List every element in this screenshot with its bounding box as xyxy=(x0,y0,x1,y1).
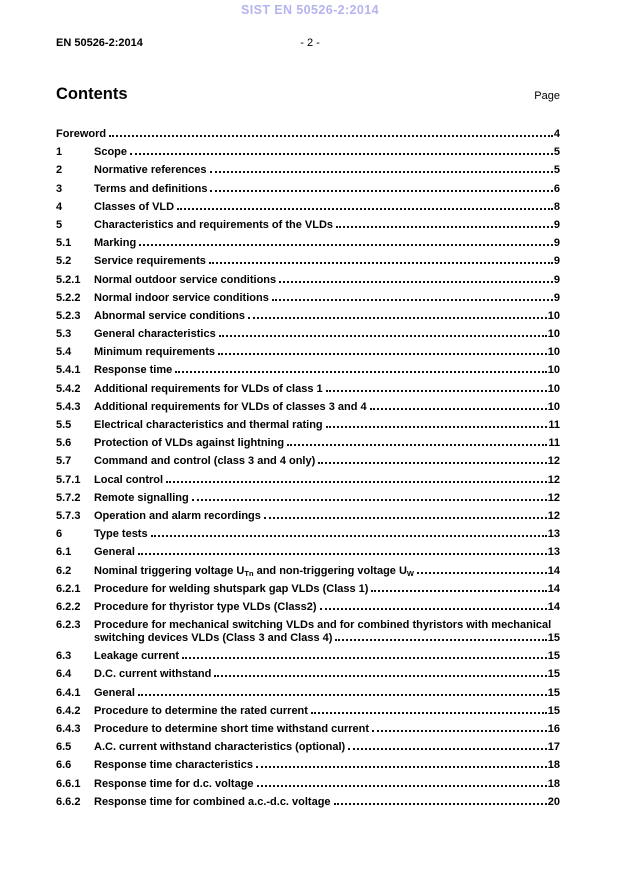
dot-leader xyxy=(320,608,547,610)
toc-entry-page: 17 xyxy=(547,741,560,754)
page-number-header: - 2 - xyxy=(300,37,320,49)
dot-leader xyxy=(214,675,546,677)
toc-entry-number: 6 xyxy=(56,528,63,541)
toc-entry-number: 5.6 xyxy=(56,437,72,450)
dot-leader xyxy=(138,553,547,555)
toc-entry-title: Terms and definitions xyxy=(94,182,208,195)
dot-leader xyxy=(371,590,546,592)
dot-leader xyxy=(287,444,547,446)
toc-entry-page: 9 xyxy=(553,237,560,250)
toc-entry xyxy=(56,328,560,341)
table-of-contents xyxy=(56,128,560,814)
toc-entry-page: 10 xyxy=(547,364,560,377)
toc-entry-page: 15 xyxy=(547,668,560,681)
toc-entry-page: 15 xyxy=(547,704,560,717)
dot-leader xyxy=(219,335,547,337)
dot-leader xyxy=(334,803,547,805)
contents-heading: Contents xyxy=(56,85,128,103)
toc-entry xyxy=(56,383,560,396)
toc-entry xyxy=(56,619,560,645)
toc-entry-number: 3 xyxy=(56,182,63,195)
toc-entry-page: 10 xyxy=(547,346,560,359)
toc-entry-page: 9 xyxy=(553,218,560,231)
toc-entry xyxy=(56,201,560,214)
toc-entry-number: 6.2 xyxy=(56,564,72,577)
toc-entry-title: A.C. current withstand characteristics (optional) xyxy=(94,741,346,754)
toc-entry-number: 2 xyxy=(56,164,63,177)
toc-entry-number: 6.6.1 xyxy=(56,777,81,790)
toc-entry xyxy=(56,741,560,754)
toc-entry-number: 6.6.2 xyxy=(56,795,81,808)
dot-leader xyxy=(318,462,546,464)
toc-entry-page: 5 xyxy=(553,164,560,177)
toc-entry xyxy=(56,474,560,487)
dot-leader xyxy=(209,262,553,264)
toc-entry xyxy=(56,796,560,809)
toc-entry-title: Response time xyxy=(94,364,173,377)
dot-leader xyxy=(372,730,547,732)
dot-leader xyxy=(218,353,547,355)
toc-entry-page: 20 xyxy=(547,795,560,808)
toc-entry-page: 11 xyxy=(548,437,560,450)
toc-entry-page: 5 xyxy=(553,146,560,159)
toc-entry-title-line: Procedure for mechanical switching VLDs and for combined thyristors with mechanical xyxy=(94,619,552,632)
toc-entry-title: Type tests xyxy=(94,528,148,541)
toc-entry-title: Protection of VLDs against lightning xyxy=(94,437,285,450)
toc-entry-title: Response time characteristics xyxy=(94,759,253,772)
toc-entry xyxy=(56,528,560,541)
toc-entry-page: 12 xyxy=(547,509,560,522)
toc-entry-page: 9 xyxy=(553,255,560,268)
toc-entry-number: 6.2.3 xyxy=(56,619,81,632)
toc-entry-title: Normal indoor service conditions xyxy=(94,291,269,304)
toc-entry-title: General characteristics xyxy=(94,328,216,341)
toc-entry-page: 8 xyxy=(553,200,560,213)
toc-entry-number: 6.2.1 xyxy=(56,582,81,595)
dot-leader xyxy=(348,748,547,750)
toc-entry xyxy=(56,164,560,177)
toc-entry-page: 14 xyxy=(547,564,560,577)
toc-entry-title: Procedure to determine the rated current xyxy=(94,704,308,717)
dot-leader xyxy=(326,390,547,392)
toc-entry-number: 5.4 xyxy=(56,346,72,359)
toc-entry-number: 5.7 xyxy=(56,455,72,468)
toc-entry-title: Characteristics and requirements of the VLDs xyxy=(94,218,334,231)
toc-entry-title: Service requirements xyxy=(94,255,206,268)
toc-entry xyxy=(56,237,560,250)
toc-entry-page: 15 xyxy=(547,686,560,699)
toc-entry-title: Local control xyxy=(94,473,164,486)
toc-entry-number: 6.4.1 xyxy=(56,686,81,699)
toc-entry-page: 13 xyxy=(547,528,560,541)
toc-entry-title: Procedure to determine short time withstand current xyxy=(94,723,370,735)
toc-entry-title: General xyxy=(94,546,135,559)
toc-entry xyxy=(56,419,560,432)
dot-leader xyxy=(166,481,547,483)
dot-leader xyxy=(151,535,547,537)
dot-leader xyxy=(139,244,553,246)
toc-entry-number: 6.4.3 xyxy=(56,723,81,735)
toc-entry-title: General xyxy=(94,686,135,699)
dot-leader xyxy=(130,153,553,155)
toc-entry xyxy=(56,778,560,791)
dot-leader xyxy=(210,171,553,173)
toc-entry xyxy=(56,492,560,505)
dot-leader xyxy=(272,299,553,301)
toc-entry-title: Response time for d.c. voltage xyxy=(94,777,254,790)
toc-entry-page: 18 xyxy=(547,777,560,790)
dot-leader xyxy=(175,371,547,373)
toc-entry xyxy=(56,668,560,681)
toc-entry-number: 6.1 xyxy=(56,546,72,559)
toc-entry-page: 12 xyxy=(547,491,560,504)
toc-entry-page: 15 xyxy=(547,632,560,645)
toc-entry-title: Procedure for welding shutspark gap VLDs (Class 1) xyxy=(94,582,369,595)
toc-entry-title: Operation and alarm recordings xyxy=(94,509,261,522)
toc-entry-title: Additional requirements for VLDs of classes 3 and 4 xyxy=(94,400,367,413)
toc-entry-title: Marking xyxy=(94,237,137,250)
toc-entry-number: 5 xyxy=(56,218,63,231)
toc-entry-number: 5.4.2 xyxy=(56,382,81,395)
dot-leader xyxy=(279,281,553,283)
toc-entry-page: 16 xyxy=(547,723,560,735)
toc-entry xyxy=(56,255,560,268)
dot-leader xyxy=(256,766,547,768)
page-column-label: Page xyxy=(534,90,560,102)
dot-leader xyxy=(336,226,553,228)
toc-entry-number: 5.2.3 xyxy=(56,309,81,322)
dot-leader xyxy=(210,190,552,192)
toc-entry-number: 6.3 xyxy=(56,650,72,663)
toc-entry-title: Foreword xyxy=(56,128,107,140)
dot-leader xyxy=(182,657,547,659)
toc-entry-page: 11 xyxy=(548,419,560,431)
toc-entry xyxy=(56,759,560,772)
dot-leader xyxy=(109,135,553,137)
toc-entry-page: 12 xyxy=(547,455,560,468)
dot-leader xyxy=(257,785,547,787)
toc-entry-number: 5.7.3 xyxy=(56,509,81,522)
toc-entry xyxy=(56,401,560,414)
toc-entry-number: 1 xyxy=(56,146,63,159)
toc-entry xyxy=(56,310,560,323)
toc-entry-page: 15 xyxy=(547,650,560,663)
toc-entry xyxy=(56,565,560,578)
dot-leader xyxy=(264,517,547,519)
toc-entry xyxy=(56,510,560,523)
toc-entry xyxy=(56,455,560,468)
toc-entry-title: Normative references xyxy=(94,164,207,177)
toc-entry-page: 13 xyxy=(547,546,560,559)
toc-entry xyxy=(56,219,560,232)
toc-entry-page: 14 xyxy=(547,582,560,595)
toc-entry xyxy=(56,146,560,159)
toc-entry-number: 5.2.1 xyxy=(56,273,81,286)
toc-entry xyxy=(56,650,560,663)
toc-entry-number: 5.5 xyxy=(56,419,72,431)
dot-leader xyxy=(248,317,547,319)
toc-entry-title: Classes of VLD xyxy=(94,200,175,213)
toc-entry-page: 10 xyxy=(547,309,560,322)
toc-entry-page: 10 xyxy=(547,400,560,413)
document-reference: EN 50526-2:2014 xyxy=(56,37,143,49)
toc-entry-number: 5.7.2 xyxy=(56,491,81,504)
toc-entry xyxy=(56,292,560,305)
toc-entry xyxy=(56,346,560,359)
dot-leader xyxy=(335,639,546,641)
toc-entry-number: 5.4.3 xyxy=(56,400,81,413)
toc-entry-title: Normal outdoor service conditions xyxy=(94,273,277,286)
toc-entry-page: 18 xyxy=(547,759,560,772)
toc-entry xyxy=(56,687,560,700)
dot-leader xyxy=(417,572,547,574)
dot-leader xyxy=(177,208,553,210)
toc-entry-title: Remote signalling xyxy=(94,491,189,504)
toc-entry-number: 6.2.2 xyxy=(56,600,81,613)
toc-entry-page: 9 xyxy=(553,291,560,304)
toc-entry-page: 14 xyxy=(547,600,560,613)
toc-entry xyxy=(56,583,560,596)
dot-leader xyxy=(138,694,547,696)
toc-entry-title: Response time for combined a.c.-d.c. voltage xyxy=(94,795,331,808)
toc-entry-title: Nominal triggering voltage $U_{Tn}$ and non-triggering voltage $U_W$ xyxy=(94,564,415,578)
toc-entry-title: Command and control (class 3 and 4 only) xyxy=(94,455,316,468)
toc-entry-number: 5.3 xyxy=(56,328,72,341)
toc-entry-title: Additional requirements for VLDs of class 1 xyxy=(94,382,323,395)
toc-entry-number: 4 xyxy=(56,200,63,213)
toc-entry xyxy=(56,546,560,559)
toc-entry-number: 6.4 xyxy=(56,668,72,681)
dot-leader xyxy=(326,426,548,428)
toc-entry-number: 6.5 xyxy=(56,741,72,754)
toc-entry xyxy=(56,364,560,377)
toc-entry-page: 4 xyxy=(553,128,560,140)
toc-entry-title: Abnormal service conditions xyxy=(94,309,245,322)
toc-entry-number: 5.1 xyxy=(56,237,72,250)
toc-entry xyxy=(56,601,560,614)
toc-entry-title: switching devices VLDs (Class 3 and Class 4) xyxy=(94,632,333,645)
toc-entry-title: D.C. current withstand xyxy=(94,668,212,681)
toc-entry xyxy=(56,128,560,141)
dot-leader xyxy=(311,712,547,714)
watermark: SIST EN 50526-2:2014 xyxy=(241,3,379,17)
dot-leader xyxy=(370,408,547,410)
toc-entry xyxy=(56,437,560,450)
toc-entry-title: Leakage current xyxy=(94,650,179,663)
toc-entry-page: 12 xyxy=(547,473,560,486)
toc-entry xyxy=(56,183,560,196)
toc-entry-title: Electrical characteristics and thermal rating xyxy=(94,419,323,431)
toc-entry xyxy=(56,705,560,718)
toc-entry xyxy=(56,274,560,287)
dot-leader xyxy=(192,499,547,501)
toc-entry-title: Scope xyxy=(94,146,128,159)
toc-entry-number: 5.2 xyxy=(56,255,72,268)
toc-entry-number: 5.4.1 xyxy=(56,364,81,377)
toc-entry-page: 10 xyxy=(547,382,560,395)
toc-entry xyxy=(56,723,560,736)
toc-entry-number: 6.6 xyxy=(56,759,72,772)
toc-entry-number: 5.2.2 xyxy=(56,291,81,304)
toc-entry-page: 6 xyxy=(553,182,560,195)
toc-entry-title: Minimum requirements xyxy=(94,346,216,359)
toc-entry-number: 5.7.1 xyxy=(56,473,81,486)
toc-entry-number: 6.4.2 xyxy=(56,704,81,717)
toc-entry-page: 10 xyxy=(547,328,560,341)
toc-entry-title: Procedure for thyristor type VLDs (Class2) xyxy=(94,600,317,613)
toc-entry-page: 9 xyxy=(553,273,560,286)
